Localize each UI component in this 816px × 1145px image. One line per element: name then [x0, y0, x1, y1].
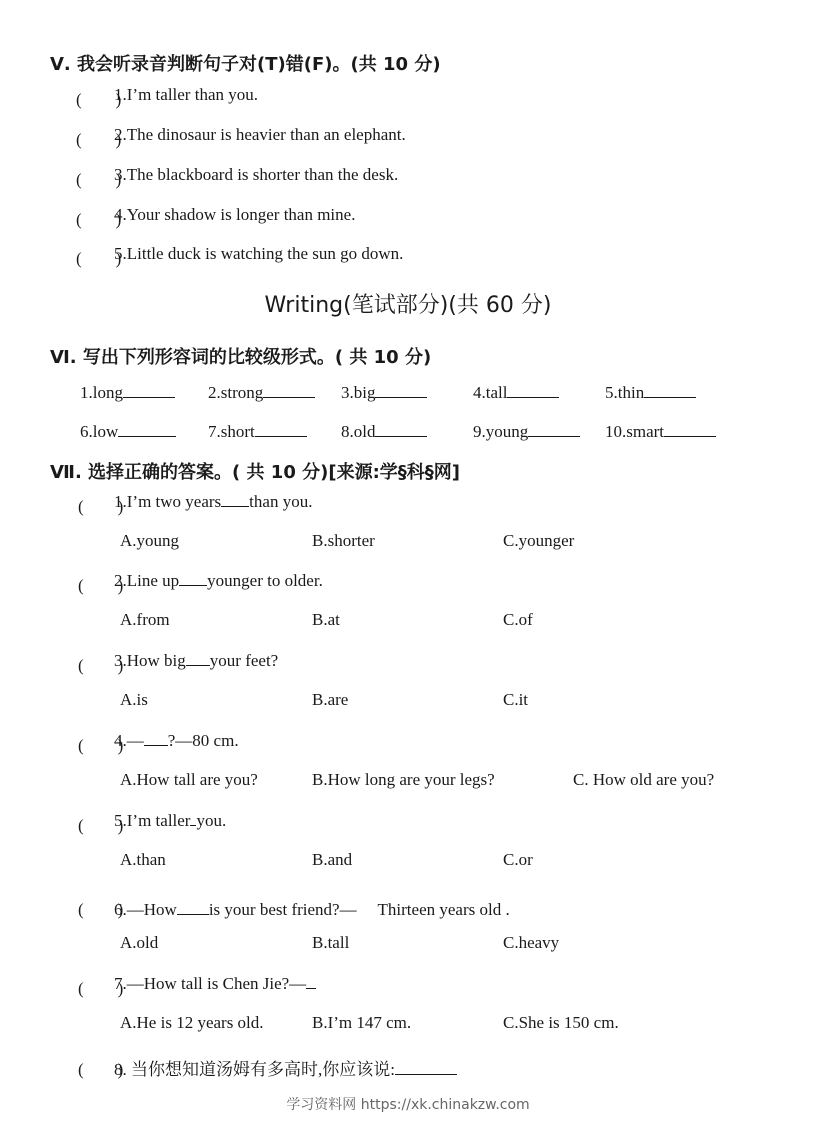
- answer-paren: ( ): [76, 130, 122, 149]
- option-c: C. How old are you?: [573, 770, 715, 789]
- option-c: C.or: [503, 850, 533, 869]
- answer-paren: ( ): [78, 979, 124, 998]
- option-b: B.shorter: [312, 531, 375, 550]
- listening-item-3: 3.The blackboard is shorter than the desk.: [114, 165, 399, 184]
- question-3: 3.How big your feet?: [114, 651, 279, 670]
- question-4: 4.— ?—80 cm.: [114, 731, 239, 750]
- option-b: B.How long are your legs?: [312, 770, 495, 789]
- listening-item-4: 4.Your shadow is longer than mine.: [114, 205, 356, 224]
- comparative-item-8: 8.old: [341, 422, 427, 442]
- section-7-title: Ⅶ. 选择正确的答案。( 共 10 分)[来源:学§科§网]: [50, 462, 460, 483]
- question-6: 6.—How is your best friend?— Thirteen years old .: [114, 900, 510, 919]
- comparative-item-6: 6.low: [80, 422, 176, 442]
- section-5-title: Ⅴ. 我会听录音判断句子对(T)错(F)。(共 10 分): [50, 54, 441, 75]
- question-1: 1.I’m two years than you.: [114, 492, 313, 511]
- answer-paren: ( ): [78, 656, 124, 675]
- option-b: B.I’m 147 cm.: [312, 1013, 412, 1032]
- comparative-item-7: 7.short: [208, 422, 307, 442]
- question-8: 8. 当你想知道汤姆有多高时,你应该说:: [114, 1055, 457, 1080]
- comparative-item-1: 1.long: [80, 383, 175, 403]
- listening-item-5: 5.Little duck is watching the sun go down.: [114, 244, 404, 263]
- option-a: A.than: [120, 850, 166, 869]
- option-b: B.at: [312, 610, 340, 629]
- answer-paren: ( ): [78, 900, 124, 919]
- option-a: A.How tall are you?: [120, 770, 258, 789]
- option-c: C.of: [503, 610, 533, 629]
- answer-paren: ( ): [76, 249, 122, 268]
- writing-section-title: Writing(笔试部分)(共 60 分): [264, 293, 552, 318]
- option-b: B.are: [312, 690, 349, 709]
- option-b: B.tall: [312, 933, 350, 952]
- option-b: B.and: [312, 850, 353, 869]
- question-5: 5.I’m taller you.: [114, 811, 227, 830]
- option-a: A.old: [120, 933, 159, 952]
- answer-paren: ( ): [76, 170, 122, 189]
- comparative-item-10: 10.smart: [605, 422, 716, 442]
- option-a: A.He is 12 years old.: [120, 1013, 264, 1032]
- option-c: C.it: [503, 690, 529, 709]
- answer-paren: ( ): [78, 497, 124, 516]
- option-c: C.She is 150 cm.: [503, 1013, 619, 1032]
- section-6-title: Ⅵ. 写出下列形容词的比较级形式。( 共 10 分): [50, 347, 432, 368]
- answer-paren: ( ): [78, 1060, 124, 1079]
- footer-watermark: 学习资料网 https://xk.chinakzw.com: [286, 1097, 530, 1113]
- answer-paren: ( ): [78, 816, 124, 835]
- answer-paren: ( ): [78, 736, 124, 755]
- comparative-item-2: 2.strong: [208, 383, 315, 403]
- comparative-item-5: 5.thin: [605, 383, 696, 403]
- option-a: A.is: [120, 690, 148, 709]
- option-c: C.heavy: [503, 933, 560, 952]
- listening-item-1: 1.I’m taller than you.: [114, 85, 258, 104]
- answer-paren: ( ): [78, 576, 124, 595]
- comparative-item-4: 4.tall: [473, 383, 559, 403]
- question-7: 7.—How tall is Chen Jie?—: [114, 974, 316, 994]
- answer-paren: ( ): [76, 90, 122, 109]
- comparative-item-3: 3.big: [341, 383, 427, 403]
- answer-paren: ( ): [76, 210, 122, 229]
- option-a: A.from: [120, 610, 170, 629]
- option-a: A.young: [120, 531, 180, 550]
- comparative-item-9: 9.young: [473, 422, 580, 442]
- option-c: C.younger: [503, 531, 575, 550]
- listening-item-2: 2.The dinosaur is heavier than an elephant.: [114, 125, 406, 144]
- question-2: 2.Line up younger to older.: [114, 571, 323, 590]
